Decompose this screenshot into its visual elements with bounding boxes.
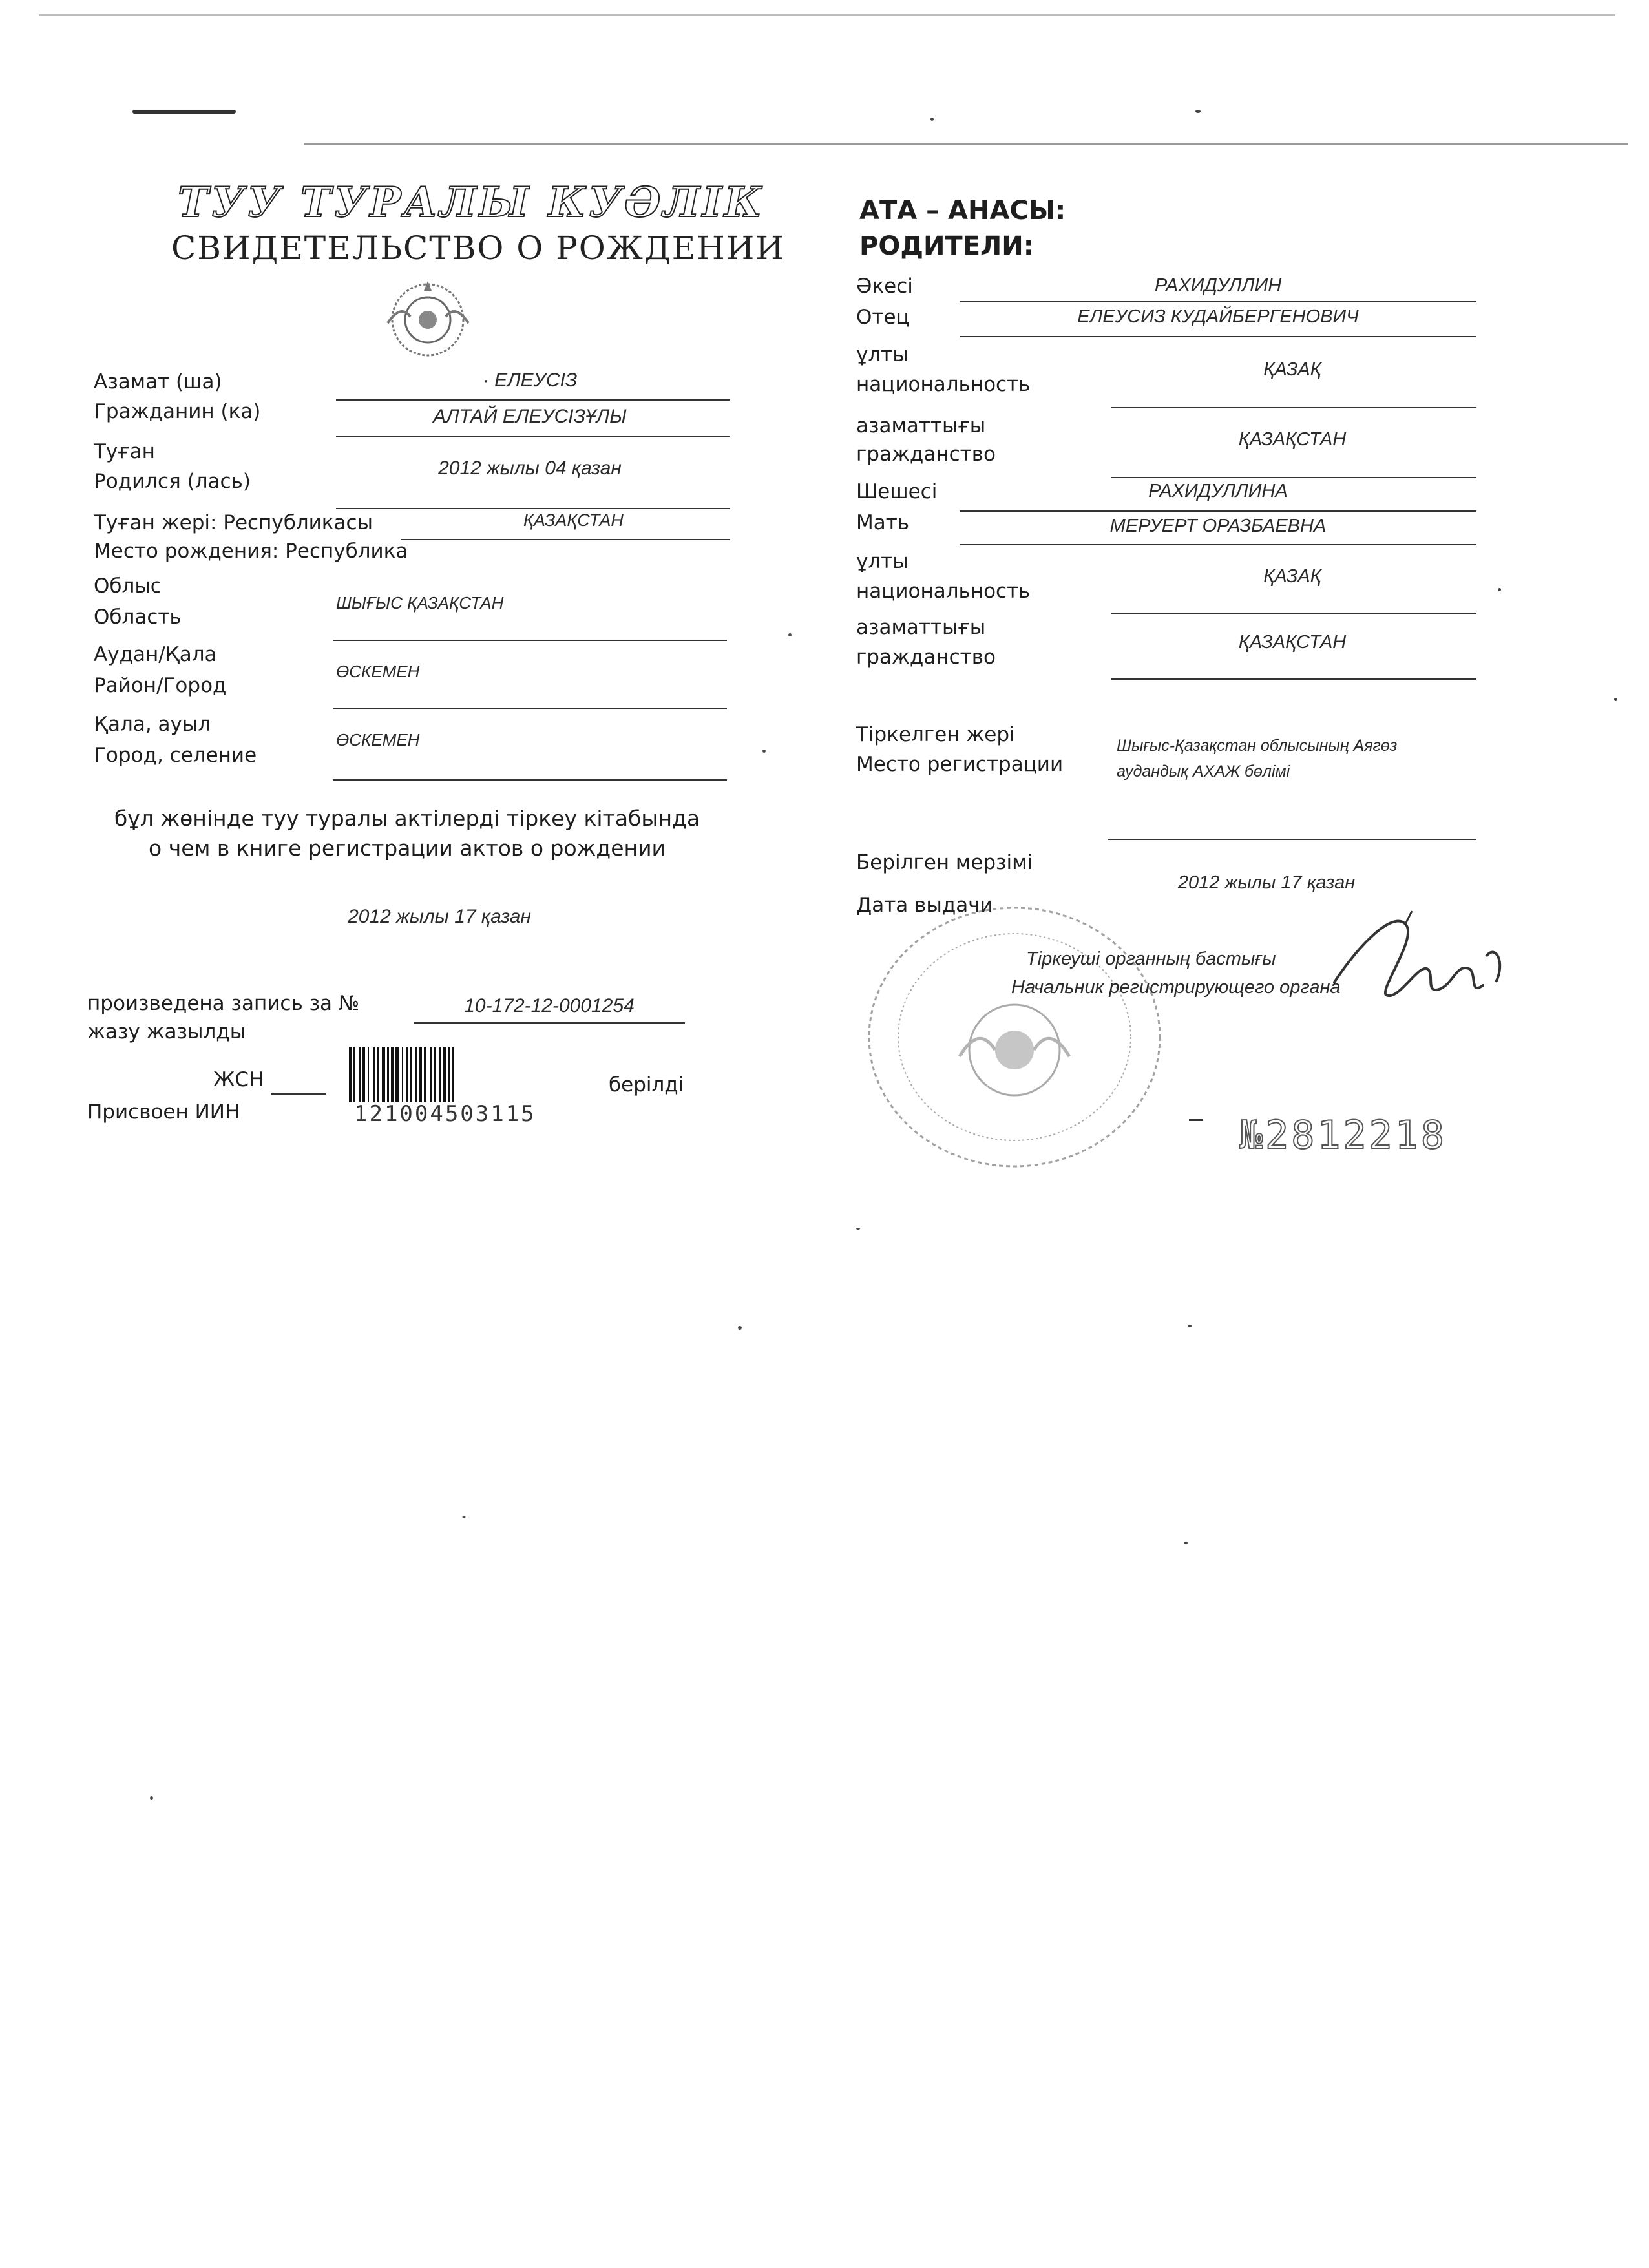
father-surname: РАХИДУЛЛИН	[1154, 275, 1282, 296]
underline	[960, 336, 1476, 337]
iin-barcode	[349, 1047, 454, 1102]
father-label-ru: Отец	[856, 306, 910, 329]
district-label-kz: Аудан/Қала	[94, 643, 217, 666]
registration-place-line2: аудандық АХАЖ бөлімі	[1117, 762, 1290, 781]
father-name: ЕЛЕУСИЗ КУДАЙБЕРГЕНОВИЧ	[1077, 306, 1359, 327]
underline	[401, 539, 730, 540]
district-label-ru: Район/Город	[94, 674, 227, 697]
mother-nationality-label-kz: ұлты	[856, 550, 909, 573]
scan-speck	[1614, 698, 1617, 701]
father-label-kz: Әкесі	[856, 275, 913, 298]
record-label-ru: произведена запись за №	[87, 992, 360, 1015]
underline	[336, 508, 730, 509]
scan-speck	[738, 1326, 742, 1330]
scan-speck	[150, 1796, 153, 1800]
father-nationality-label-kz: ұлты	[856, 343, 909, 366]
mother-label-kz: Шешесі	[856, 480, 938, 503]
signature-icon	[1321, 905, 1515, 1014]
scan-speck	[1195, 110, 1201, 113]
mother-name: МЕРУЕРТ ОРАЗБАЕВНА	[1109, 516, 1327, 536]
region-label-ru: Область	[94, 605, 182, 629]
parents-heading-kz: АТА – АНАСЫ:	[859, 196, 1066, 226]
barcode-gap	[426, 1047, 430, 1102]
underline	[336, 399, 730, 401]
dash-mark	[1189, 1119, 1203, 1121]
underline	[960, 544, 1476, 545]
iin-number: 121004503115	[354, 1101, 536, 1127]
underline	[333, 779, 727, 781]
citizen-label-kz: Азамат (ша)	[94, 370, 222, 394]
registration-place-line1: Шығыс-Қазақстан облысының Аягөз	[1117, 737, 1398, 755]
record-date: 2012 жылы 17 қазан	[348, 906, 531, 927]
father-nationality-label-ru: национальность	[856, 373, 1031, 396]
underline	[1108, 839, 1476, 840]
mother-nationality-label-ru: национальность	[856, 580, 1031, 603]
father-nationality: ҚАЗАҚ	[1263, 359, 1321, 380]
record-label-kz: жазу жазылды	[87, 1020, 246, 1044]
issue-date-label-ru: Дата выдачи	[856, 894, 993, 917]
official-stamp-icon	[863, 901, 1166, 1173]
underline	[333, 708, 727, 709]
scan-speck	[930, 118, 934, 121]
child-given-name: АЛТАЙ ЕЛЕУСІЗҰЛЫ	[433, 406, 627, 427]
scan-speck	[762, 750, 766, 753]
registrar-head-label-kz: Тіркеуші органның бастығы	[1026, 949, 1276, 969]
title-russian: СВИДЕТЕЛЬСТВО О РОЖДЕНИИ	[171, 229, 785, 267]
registrar-head-label-ru: Начальник регистрирующего органа	[1011, 977, 1341, 998]
mother-citizenship-label-kz: азаматтығы	[856, 616, 986, 639]
issued-label-kz: берілді	[609, 1073, 684, 1097]
underline	[1111, 477, 1476, 478]
state-emblem-icon	[381, 278, 475, 362]
mother-nationality: ҚАЗАҚ	[1263, 566, 1321, 587]
birth-district: ӨСКЕМЕН	[336, 662, 420, 681]
underline	[960, 510, 1476, 512]
scan-speck	[1498, 588, 1501, 591]
region-label-kz: Облыс	[94, 574, 162, 598]
barcode-gap	[369, 1047, 373, 1102]
iin-blank-line	[271, 1093, 326, 1095]
underline	[1111, 678, 1476, 680]
registration-label-ru: Место регистрации	[856, 753, 1064, 776]
underline	[960, 301, 1476, 302]
book-text-kz: бұл жөнінде туу туралы актілерді тіркеу кітабында	[114, 806, 700, 831]
issue-date: 2012 жылы 17 қазан	[1177, 872, 1356, 893]
issue-date-label-kz: Берілген мерзімі	[856, 851, 1033, 874]
underline	[414, 1022, 685, 1024]
father-citizenship: ҚАЗАҚСТАН	[1238, 429, 1347, 450]
scan-speck	[1184, 1542, 1188, 1544]
scan-speck	[856, 1228, 860, 1230]
iin-label-ru: Присвоен ИИН	[87, 1100, 240, 1124]
underline	[336, 436, 730, 437]
born-label-kz: Туған	[94, 440, 155, 463]
serial-number: №2812218	[1239, 1113, 1447, 1158]
underline	[1111, 613, 1476, 614]
town-label-ru: Город, селение	[94, 744, 257, 767]
father-citizenship-label-ru: гражданство	[856, 443, 996, 466]
scan-speck	[1188, 1325, 1192, 1327]
mother-citizenship-label-ru: гражданство	[856, 646, 996, 669]
underline	[333, 640, 727, 641]
staple-mark	[132, 110, 236, 114]
iin-label-kz: ЖСН	[213, 1068, 264, 1091]
birth-town: ӨСКЕМЕН	[336, 730, 420, 750]
scan-top-edge	[39, 14, 1615, 16]
registration-label-kz: Тіркелген жері	[856, 723, 1015, 746]
mother-citizenship: ҚАЗАҚСТАН	[1238, 632, 1347, 653]
child-surname: · ЕЛЕУСІЗ	[482, 370, 578, 391]
town-label-kz: Қала, ауыл	[94, 713, 211, 736]
birth-republic: ҚАЗАҚСТАН	[523, 510, 624, 530]
birthplace-label-kz: Туған жері: Республикасы	[94, 511, 373, 534]
scan-speck	[462, 1516, 466, 1518]
father-citizenship-label-kz: азаматтығы	[856, 414, 986, 437]
birth-date: 2012 жылы 04 қазан	[438, 457, 622, 479]
born-label-ru: Родился (лась)	[94, 470, 251, 493]
scan-edge-line	[304, 143, 1628, 145]
citizen-label-ru: Гражданин (ка)	[94, 400, 261, 423]
mother-label-ru: Мать	[856, 511, 910, 534]
record-number: 10-172-12-0001254	[464, 995, 635, 1016]
birth-region: ШЫҒЫС ҚАЗАҚСТАН	[336, 593, 504, 613]
mother-surname: РАХИДУЛЛИНА	[1148, 481, 1288, 501]
book-text-ru: о чем в книге регистрации актов о рождении	[149, 835, 666, 861]
underline	[1111, 407, 1476, 408]
parents-heading-ru: РОДИТЕЛИ:	[859, 231, 1034, 261]
title-kazakh: ТУУ ТУРАЛЫ КУӘЛІК	[178, 178, 765, 227]
barcode-bar	[452, 1047, 454, 1102]
birthplace-label-ru: Место рождения: Республика	[94, 540, 408, 563]
scan-speck	[788, 633, 792, 636]
